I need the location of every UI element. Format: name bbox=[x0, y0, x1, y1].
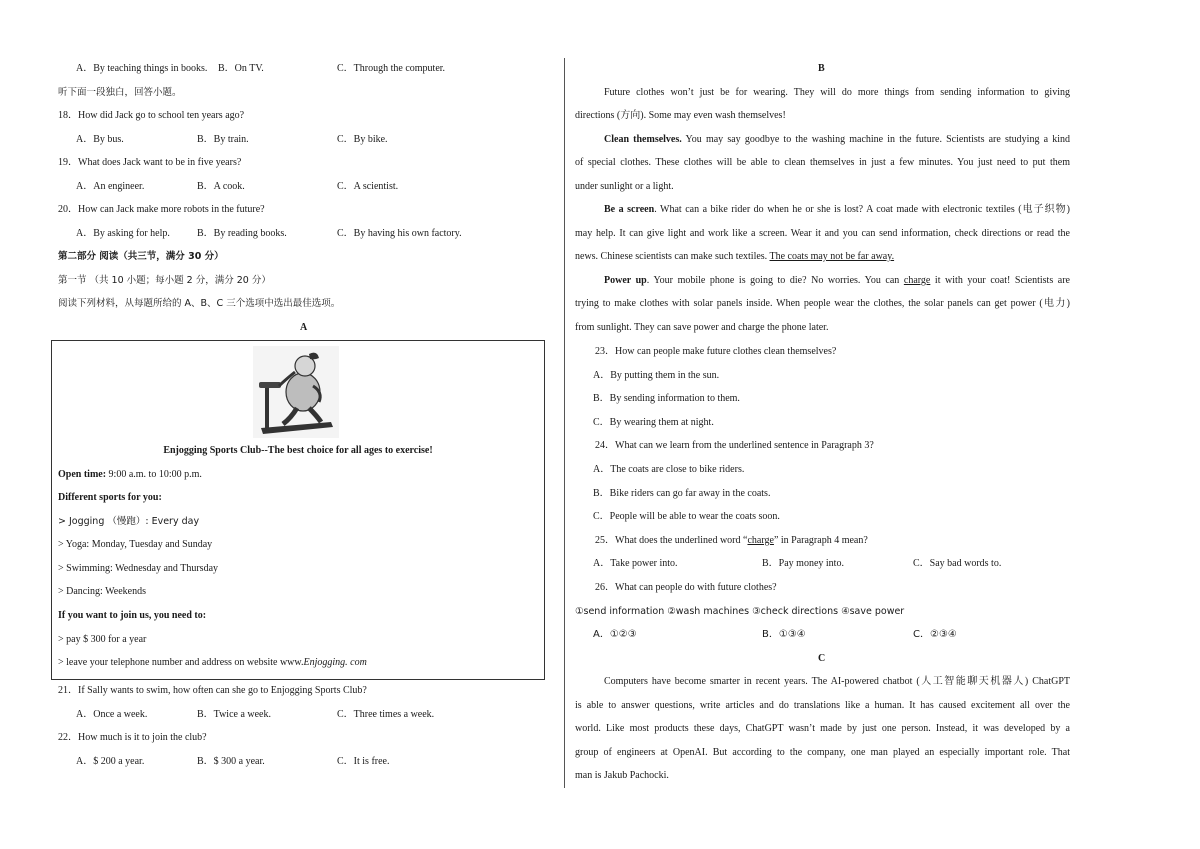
join-leave-text: > leave your telephone number and address on website www. bbox=[58, 657, 304, 668]
q23-stem: 23．How can people make future clothes clean themselves? bbox=[595, 346, 837, 357]
column-divider bbox=[564, 58, 565, 788]
b-p4-underlined-charge: charge bbox=[903, 275, 931, 286]
q17-option-c[interactable]: C．Through the computer. bbox=[337, 63, 446, 74]
b-p4-lead: Power up bbox=[604, 275, 647, 286]
q19-option-a[interactable]: A．An engineer. bbox=[76, 181, 145, 192]
c-line-1: Computers have become smarter in recent years. The AI-powered chatbot (人工智能聊天机器人) ChatGPT bbox=[604, 676, 1070, 687]
q24-option-a[interactable]: A．The coats are close to bike riders. bbox=[593, 464, 745, 475]
q18-option-a[interactable]: A．By bus. bbox=[76, 134, 124, 145]
q24-option-b[interactable]: B．Bike riders can go far away in the coats. bbox=[593, 488, 771, 499]
b-p3-line-2: may help. It can give light and work like a screen. Wear it and you can send information, check directions or read the bbox=[575, 228, 1070, 239]
open-time-label: Open time: bbox=[58, 469, 107, 480]
b-p2-line-1 bbox=[604, 133, 1070, 147]
q19-option-b[interactable]: B．A cook. bbox=[197, 181, 245, 192]
q25-stem-word: charge bbox=[747, 535, 774, 546]
q20-stem: 20．How can Jack make more robots in the future? bbox=[58, 204, 265, 215]
b-p3-text-1: . What can a bike rider do when he or she is lost? A coat made with electronic textiles (电子织物) bbox=[654, 204, 1071, 215]
q21-option-b[interactable]: B．Twice a week. bbox=[197, 709, 271, 720]
open-time bbox=[58, 468, 202, 482]
q18-option-c[interactable]: C．By bike. bbox=[337, 134, 388, 145]
q26-option-b[interactable]: B．①③④ bbox=[762, 629, 806, 640]
c-line-4: group of engineers at OpenAI. But according to the company, one man played an especially important role. That bbox=[575, 747, 1070, 758]
b-p3-line-3 bbox=[575, 250, 894, 264]
q22-option-c[interactable]: C．It is free. bbox=[337, 756, 390, 767]
passage-a-label: A bbox=[300, 322, 308, 333]
section1-title: 第一节 （共 10 小题；每小题 2 分，满分 20 分） bbox=[58, 275, 271, 286]
treadmill-jogger-illustration bbox=[253, 346, 339, 438]
b-p2-line-2: of special clothes. These clothes will be able to clean themselves in just a few minutes. You just need to put them bbox=[575, 157, 1070, 168]
q17-option-b[interactable]: B．On TV. bbox=[218, 63, 264, 74]
b-p3-line-1 bbox=[604, 203, 1070, 217]
b-intro-line-2: directions (方向). Some may even wash themselves! bbox=[575, 110, 786, 121]
b-p4-text-1a: . Your mobile phone is going to die? No worries. You can bbox=[646, 275, 904, 286]
b-p2-lead: Clean themselves. bbox=[604, 134, 682, 145]
sport-yoga: > Yoga: Monday, Tuesday and Sunday bbox=[58, 539, 213, 550]
q26-choices: ①send information ②wash machines ③check directions ④save power bbox=[575, 606, 905, 617]
q20-option-a[interactable]: A．By asking for help. bbox=[76, 228, 170, 239]
q22-option-b[interactable]: B．$ 300 a year. bbox=[197, 756, 265, 767]
sport-jogging: > Jogging （慢跑）: Every day bbox=[58, 516, 200, 527]
q20-option-b[interactable]: B．By reading books. bbox=[197, 228, 287, 239]
listen-instruction: 听下面一段独白，回答小题。 bbox=[58, 87, 182, 98]
q26-option-a[interactable]: A．①②③ bbox=[593, 629, 637, 640]
q22-stem: 22．How much is it to join the club? bbox=[58, 732, 207, 743]
q25-stem-b: ” in Paragraph 4 mean? bbox=[773, 535, 868, 546]
q26-option-c[interactable]: C．②③④ bbox=[913, 629, 957, 640]
open-time-value: 9:00 a.m. to 10:00 p.m. bbox=[106, 469, 202, 480]
q17-option-a[interactable]: A．By teaching things in books. bbox=[76, 63, 208, 74]
sports-title: Different sports for you: bbox=[58, 492, 162, 503]
q25-stem-a: 25．What does the underlined word “ bbox=[595, 535, 748, 546]
q25-option-b[interactable]: B．Pay money into. bbox=[762, 558, 844, 569]
b-p2-line-3: under sunlight or a light. bbox=[575, 181, 674, 192]
passage-c-label: C bbox=[818, 653, 826, 664]
q24-option-c[interactable]: C．People will be able to wear the coats soon. bbox=[593, 511, 780, 522]
website-link[interactable]: Enjogging. com bbox=[303, 657, 367, 668]
c-line-3: world. Like most products these days, ChatGPT wasn’t made by just one person. Instead, it was developed by a bbox=[575, 723, 1070, 734]
b-p3-underlined-sentence: The coats may not be far away. bbox=[769, 251, 895, 262]
q18-stem: 18．How did Jack go to school ten years ago? bbox=[58, 110, 245, 121]
join-leave-info bbox=[58, 656, 367, 670]
q26-stem: 26．What can people do with future clothes? bbox=[595, 582, 777, 593]
c-line-5: man is Jakub Pachocki. bbox=[575, 770, 669, 781]
reading-instruction: 阅读下列材料，从每题所给的 A、B、C 三个选项中选出最佳选项。 bbox=[58, 298, 341, 309]
c-line-2: is able to answer questions, write articles and do translations like a human. It has caused excitement all over the bbox=[575, 700, 1070, 711]
q21-option-c[interactable]: C．Three times a week. bbox=[337, 709, 435, 720]
q18-option-b[interactable]: B．By train. bbox=[197, 134, 249, 145]
ad-headline: Enjogging Sports Club--The best choice for all ages to exercise! bbox=[163, 445, 433, 456]
join-pay: > pay $ 300 for a year bbox=[58, 634, 147, 645]
q20-option-c[interactable]: C．By having his own factory. bbox=[337, 228, 462, 239]
b-p3-lead: Be a screen bbox=[604, 204, 655, 215]
sport-dancing: > Dancing: Weekends bbox=[58, 586, 146, 597]
b-p3-text-3: news. Chinese scientists can make such textiles. bbox=[575, 251, 770, 262]
q25-option-c[interactable]: C．Say bad words to. bbox=[913, 558, 1002, 569]
q19-option-c[interactable]: C．A scientist. bbox=[337, 181, 399, 192]
b-p2-text-1: You may say goodbye to the washing machine in the future. Scientists are studying a kind bbox=[681, 134, 1070, 145]
q23-option-a[interactable]: A．By putting them in the sun. bbox=[593, 370, 720, 381]
sport-swimming: > Swimming: Wednesday and Thursday bbox=[58, 563, 219, 574]
b-p4-line-2: trying to make clothes with solar panels inside. When people wear the clothes, the solar panels can get power (电力) bbox=[575, 298, 1070, 309]
b-p4-line-1 bbox=[604, 274, 1070, 288]
q24-stem: 24．What can we learn from the underlined sentence in Paragraph 3? bbox=[595, 440, 874, 451]
q23-option-b[interactable]: B．By sending information to them. bbox=[593, 393, 740, 404]
q25-option-a[interactable]: A．Take power into. bbox=[593, 558, 678, 569]
part2-title: 第二部分 阅读（共三节，满分 30 分） bbox=[58, 251, 224, 262]
q21-stem: 21．If Sally wants to swim, how often can she go to Enjogging Sports Club? bbox=[58, 685, 367, 696]
q19-stem: 19．What does Jack want to be in five years? bbox=[58, 157, 242, 168]
q23-option-c[interactable]: C．By wearing them at night. bbox=[593, 417, 714, 428]
b-p4-line-3: from sunlight. They can save power and charge the phone later. bbox=[575, 322, 829, 333]
q22-option-a[interactable]: A．$ 200 a year. bbox=[76, 756, 145, 767]
passage-b-label: B bbox=[818, 63, 825, 74]
b-intro-line-1: Future clothes won’t just be for wearing. They will do more things from sending information to giving bbox=[604, 87, 1070, 98]
b-p4-text-1b: it with your coat! Scientists are bbox=[930, 275, 1070, 286]
join-title: If you want to join us, you need to: bbox=[58, 610, 207, 621]
q21-option-a[interactable]: A．Once a week. bbox=[76, 709, 148, 720]
q25-stem bbox=[595, 534, 868, 548]
